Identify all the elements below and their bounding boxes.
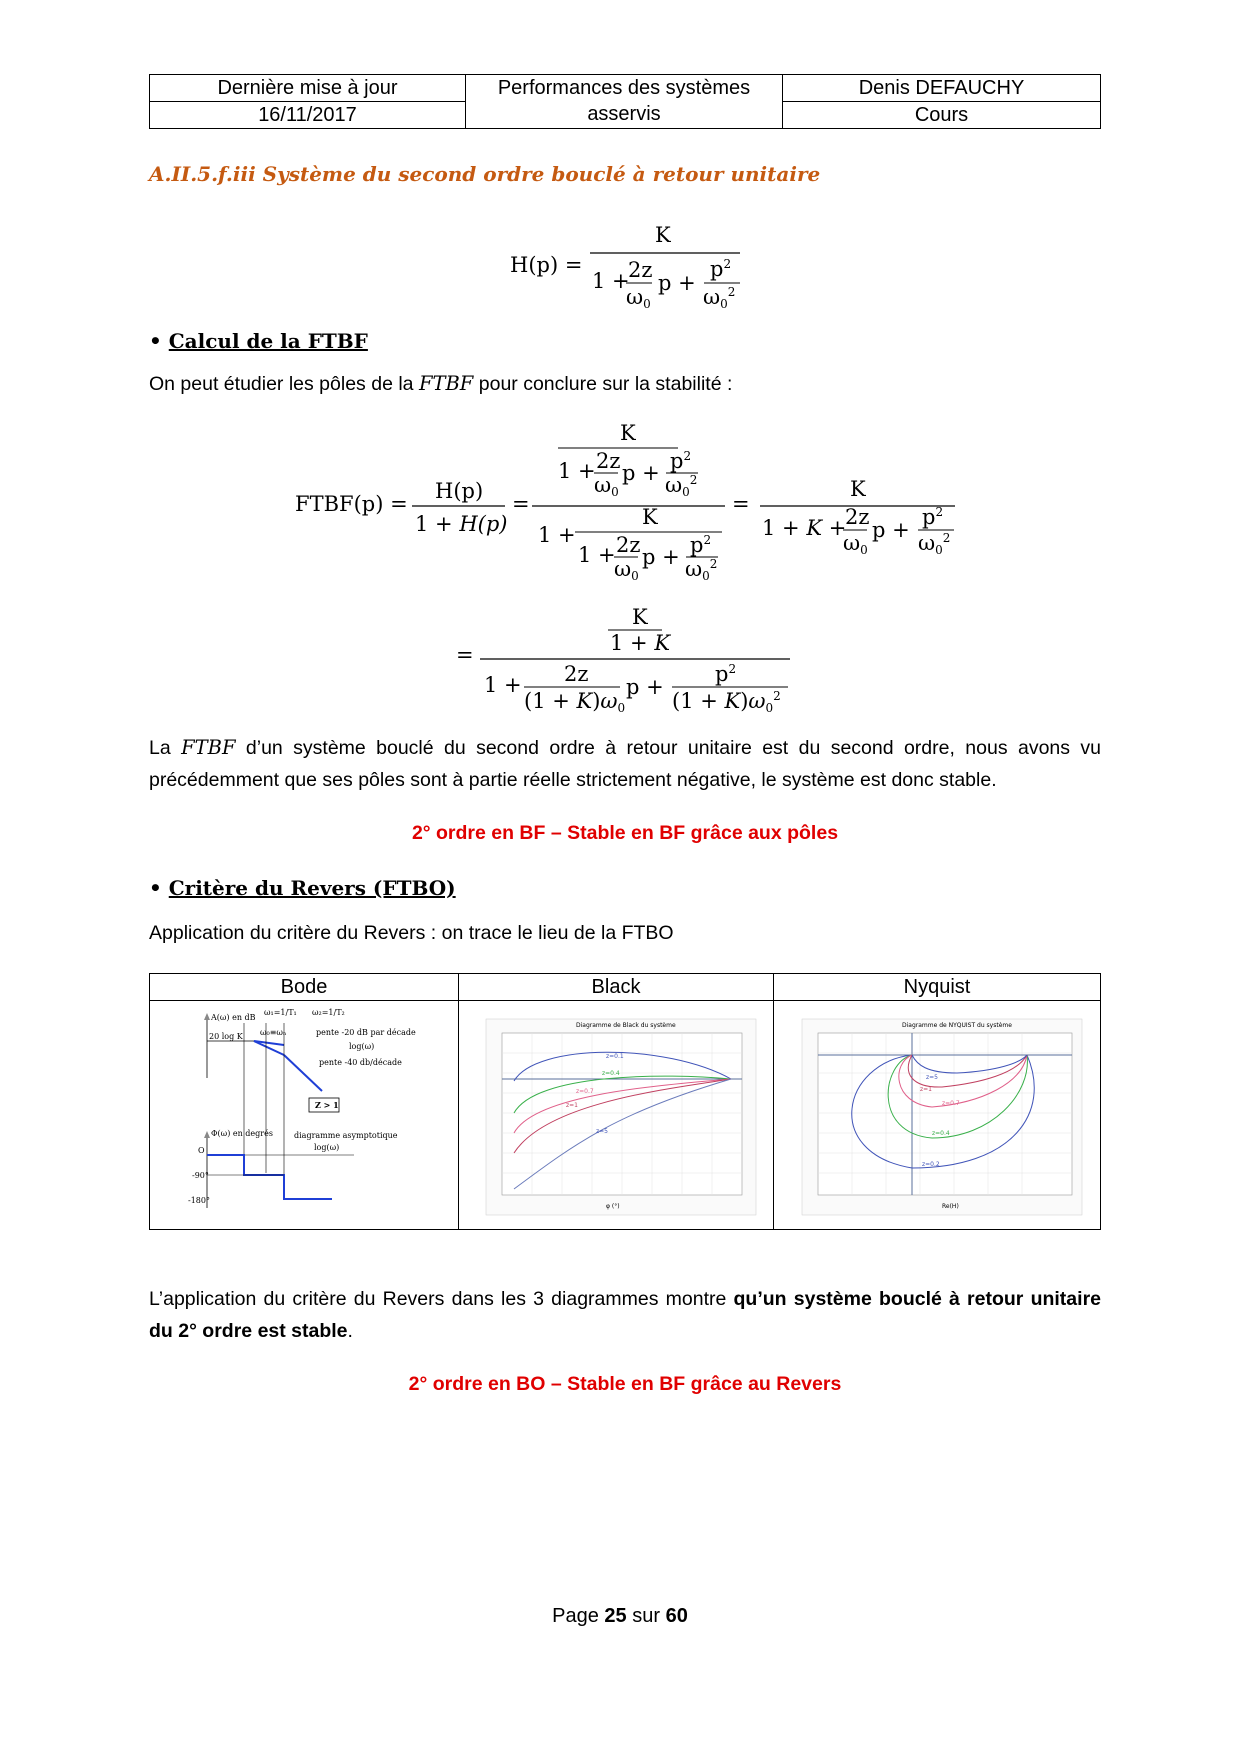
- plots-table: [149, 973, 1101, 1230]
- bode-phase-axis: Φ(ω) en degrés: [211, 1128, 273, 1138]
- equation-open-loop: [500, 212, 760, 317]
- revers-highlight: 2° ordre en BO – Stable en BF grâce au Revers: [408, 1373, 842, 1395]
- svg-text:2z: 2z: [616, 533, 641, 557]
- ftbf-intro-after: pour conclure sur la stabilité :: [473, 373, 733, 395]
- ftbf-conclusion-after: d’un système bouclé du second ordre à retour unitaire est du second ordre, nous avons vu précédemment que ses pôles sont à partie réelle strictement négative, le système est donc stable.: [149, 737, 1102, 791]
- revers-heading-text: Critère du Revers (FTBO): [168, 876, 456, 900]
- svg-text:ω02: $\omega 0^2$: [703, 285, 736, 311]
- svg-text:1 + H(p): 1 + H(p): [415, 512, 508, 536]
- svg-text:p2: $p^2$: [715, 662, 737, 686]
- black-diagram: [466, 1003, 766, 1223]
- svg-text:ω₂=1/T₂: ω₂=1/T₂: [312, 1007, 345, 1017]
- document-title-line1: Performances des systèmes: [497, 77, 751, 99]
- revers-conclusion-before: L’application du critère du Revers dans les 3 diagrammes montre: [149, 1288, 734, 1310]
- svg-text:p2: $p^2$: [670, 449, 692, 473]
- svg-text:ω₁=1/T₁: ω₁=1/T₁: [264, 1007, 297, 1017]
- equation-normalized: [450, 604, 800, 719]
- svg-text:(1 + K)ω0: (1 + K)ω0: [524, 689, 626, 714]
- equation-closed-loop: [290, 418, 970, 603]
- svg-text:1 +: 1 +: [484, 673, 522, 697]
- nyquist-curve-2: z=1: [920, 1085, 932, 1093]
- document-type: Cours: [783, 102, 1101, 129]
- svg-text:p +: p +: [626, 675, 664, 699]
- svg-text:=: =: [512, 492, 530, 516]
- svg-text:2z: 2z: [845, 505, 870, 529]
- update-date: 16/11/2017: [150, 102, 466, 129]
- svg-text:p +: p +: [622, 461, 660, 485]
- ftbf-highlight: 2° ordre en BF – Stable en BF grâce aux pôles: [411, 822, 839, 844]
- ftbf-heading: • Calcul de la FTBF: [149, 329, 368, 353]
- bode-logw2: log(ω): [314, 1142, 340, 1152]
- footer-middle: sur: [626, 1605, 666, 1627]
- black-curve-5: z=5: [596, 1127, 608, 1135]
- ftbf-conclusion-math: FTBF: [181, 736, 236, 759]
- nyquist-curve-5: z=0.2: [922, 1160, 940, 1168]
- black-curve-2: z=0.4: [602, 1069, 620, 1077]
- bode-slope1: pente -20 dB par décade: [316, 1027, 416, 1037]
- black-curve-4: z=1: [566, 1101, 578, 1109]
- nyquist-xlabel: Re(H): [942, 1202, 959, 1210]
- bode-zcond: Z > 1: [315, 1099, 339, 1110]
- ftbf-intro-math: FTBF: [418, 372, 474, 395]
- ftbf-conclusion-before: La: [149, 737, 182, 759]
- revers-conclusion-bold: qu’un système bouclé à retour unitaire du 2° ordre est stable: [149, 1288, 1101, 1342]
- header-table: [149, 74, 1101, 129]
- ftbf-intro: [149, 368, 732, 400]
- bode-cell: [150, 1001, 459, 1230]
- black-cell: [459, 1001, 774, 1230]
- page-footer: [0, 1605, 1240, 1628]
- svg-text:K: K: [850, 477, 866, 501]
- svg-text:=: =: [456, 643, 474, 667]
- svg-text:=: =: [732, 492, 750, 516]
- svg-text:K: K: [655, 223, 671, 247]
- svg-text:ω02: $\omega 0^2$: [665, 473, 698, 499]
- bode-m90: -90°: [192, 1170, 209, 1180]
- nyquist-curve-4: z=0.4: [932, 1129, 950, 1137]
- black-title: Diagramme de Black du système: [576, 1021, 676, 1029]
- svg-text:p2: $p^2$: [690, 533, 712, 557]
- svg-text:1 + K +: 1 + K +: [762, 516, 847, 540]
- footer-prefix: Page: [552, 1605, 605, 1627]
- author: Denis DEFAUCHY: [783, 75, 1101, 102]
- svg-text:2z: 2z: [596, 449, 621, 473]
- ftbf-intro-before: On peut étudier les pôles de la: [149, 373, 419, 395]
- revers-intro: Application du critère du Revers : on trace le lieu de la FTBO: [149, 922, 674, 944]
- bode-m180: -180°: [188, 1195, 210, 1205]
- svg-text:p2: $p^2$: [922, 505, 944, 529]
- svg-text:ω0: ω0: [626, 285, 651, 311]
- last-update-label: Dernière mise à jour: [150, 75, 466, 102]
- nyquist-diagram: [782, 1003, 1092, 1223]
- col-black: Black: [459, 974, 774, 1001]
- svg-text:FTBF(p) =: FTBF(p) =: [295, 492, 408, 516]
- svg-text:p +: p +: [642, 545, 680, 569]
- svg-text:2z: 2z: [628, 258, 653, 282]
- equation-ftbf-svg: [290, 418, 970, 598]
- svg-text:ω0: ω0: [594, 473, 619, 499]
- document-title-line2: asservis: [587, 103, 661, 125]
- ftbf-heading-text: Calcul de la FTBF: [168, 329, 368, 353]
- svg-text:p +: p +: [872, 518, 910, 542]
- svg-text:ω02: $\omega 0^2$: [685, 557, 718, 583]
- svg-text:K: K: [632, 605, 648, 629]
- bode-gain-level: 20 log K: [209, 1031, 243, 1041]
- revers-conclusion: [149, 1283, 1101, 1347]
- svg-text:1 +: 1 +: [592, 269, 630, 293]
- svg-text:ω0: ω0: [614, 557, 639, 583]
- black-curve-1: z=0.1: [606, 1052, 624, 1060]
- equation-norm-svg: [450, 604, 800, 714]
- svg-text:K: K: [642, 505, 658, 529]
- svg-text:ω0: ω0: [843, 531, 868, 557]
- bode-gain-axis: A(ω) en dB: [211, 1012, 256, 1022]
- svg-text:(1 + K)ω02: $(1 + K)\omega 0^2$: [672, 689, 781, 714]
- bode-diagram: [154, 1003, 454, 1223]
- svg-text:1 + K: 1 + K: [610, 631, 671, 655]
- bode-slope2: pente -40 db/décade: [319, 1057, 402, 1067]
- svg-text:1 +: 1 +: [578, 543, 616, 567]
- revers-conclusion-after: .: [347, 1320, 353, 1342]
- col-nyquist: Nyquist: [774, 974, 1101, 1001]
- nyquist-curve-1: z=5: [926, 1073, 938, 1081]
- ftbf-conclusion: [149, 732, 1101, 796]
- equation-h-svg: [500, 212, 760, 312]
- bode-asym: diagramme asymptotique: [294, 1130, 398, 1140]
- svg-text:H(p): H(p): [435, 479, 484, 503]
- black-curve-3: z=0.7: [576, 1087, 594, 1095]
- svg-text:1 +: 1 +: [558, 459, 596, 483]
- svg-text:p +: p +: [658, 271, 696, 295]
- bode-w0: ω₀≡ωₙ: [260, 1027, 287, 1037]
- document-title: [466, 75, 783, 129]
- nyquist-cell: [774, 1001, 1101, 1230]
- bode-logw: log(ω): [349, 1041, 375, 1051]
- col-bode: Bode: [150, 974, 459, 1001]
- footer-page: 25: [604, 1605, 627, 1627]
- nyquist-title: Diagramme de NYQUIST du système: [902, 1021, 1012, 1029]
- revers-heading: • Critère du Revers (FTBO): [149, 876, 456, 900]
- bode-origin: O: [198, 1145, 205, 1155]
- nyquist-curve-3: z=0.7: [942, 1099, 960, 1107]
- svg-text:2z: 2z: [564, 662, 589, 686]
- svg-text:p2: $p^2$: [710, 257, 732, 281]
- svg-text:ω02: $\omega 0^2$: [918, 531, 951, 557]
- svg-text:1 +: 1 +: [538, 523, 576, 547]
- svg-text:H(p) =: H(p) =: [510, 253, 583, 277]
- svg-text:K: K: [620, 421, 636, 445]
- footer-total: 60: [665, 1605, 688, 1627]
- section-title: A.II.5.f.iii Système du second ordre bouclé à retour unitaire: [149, 162, 821, 186]
- black-xlabel: φ (°): [606, 1202, 620, 1210]
